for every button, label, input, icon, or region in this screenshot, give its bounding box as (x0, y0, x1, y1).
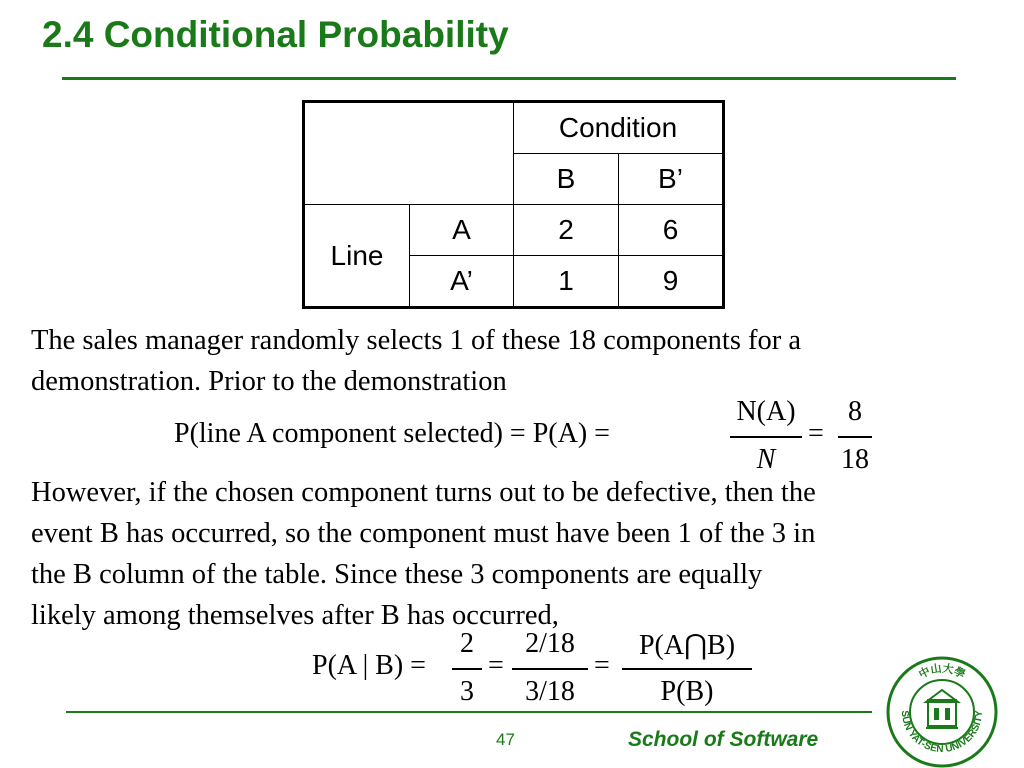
table-cell: 9 (619, 256, 724, 308)
svg-text:SUN YAT-SEN UNIVERSITY: SUN YAT-SEN UNIVERSITY (898, 710, 986, 756)
paragraph-line: the B column of the table. Since these 3 components are equally (31, 559, 763, 590)
contingency-table (302, 100, 725, 309)
title-divider (62, 77, 956, 80)
fraction-denominator: N (756, 444, 776, 475)
fraction-denominator: 3 (460, 676, 474, 707)
equals-sign: = (808, 418, 824, 449)
slide-title: 2.4 Conditional Probability (42, 14, 509, 55)
footer-school-name: School of Software (628, 728, 819, 751)
col-header-b: B (514, 154, 619, 205)
table-cell: 1 (514, 256, 619, 308)
row-header-a-prime: A’ (410, 256, 514, 308)
formula-lhs: P(line A component selected) = P(A) = (174, 418, 610, 449)
condition-header: Condition (514, 102, 724, 154)
page-number: 47 (496, 730, 515, 749)
row-header-a: A (410, 205, 514, 256)
col-header-b-prime: B’ (619, 154, 724, 205)
fraction-numerator: N(A) (736, 396, 796, 427)
row-group-label: Line (304, 205, 410, 308)
paragraph-line: likely among themselves after B has occurred, (31, 600, 559, 631)
equals-sign: = (594, 650, 610, 681)
paragraph-line: However, if the chosen component turns out to be defective, then the (31, 477, 816, 508)
paragraph-explanation (31, 472, 816, 636)
paragraph-line: event B has occurred, so the component must have been 1 of the 3 in (31, 518, 816, 549)
equals-sign: = (488, 650, 504, 681)
university-seal-logo (886, 656, 998, 768)
fraction-numerator: P(A⋂B) (638, 630, 736, 661)
fraction-bar (622, 668, 752, 670)
fraction-numerator: 8 (848, 396, 862, 427)
formula-lhs: P(A | B) = (312, 650, 426, 681)
fraction-bar (452, 668, 482, 670)
fraction-bar (512, 668, 588, 670)
table-cell: 6 (619, 205, 724, 256)
fraction-denominator: 3/18 (525, 676, 575, 707)
paragraph-intro (31, 320, 801, 402)
footer-divider (66, 711, 872, 713)
fraction-bar (730, 436, 802, 438)
svg-text:中山大學: 中山大學 (916, 661, 968, 682)
fraction-numerator: 2 (460, 628, 474, 659)
fraction-denominator: P(B) (660, 676, 714, 707)
table-cell: 2 (514, 205, 619, 256)
paragraph-line: The sales manager randomly selects 1 of these 18 components for a (31, 325, 802, 356)
paragraph-line: demonstration. Prior to the demonstration (31, 366, 507, 397)
fraction-denominator: 18 (841, 444, 869, 475)
fraction-bar (838, 436, 872, 438)
table-corner-cell (304, 102, 514, 205)
fraction-numerator: 2/18 (525, 628, 575, 659)
